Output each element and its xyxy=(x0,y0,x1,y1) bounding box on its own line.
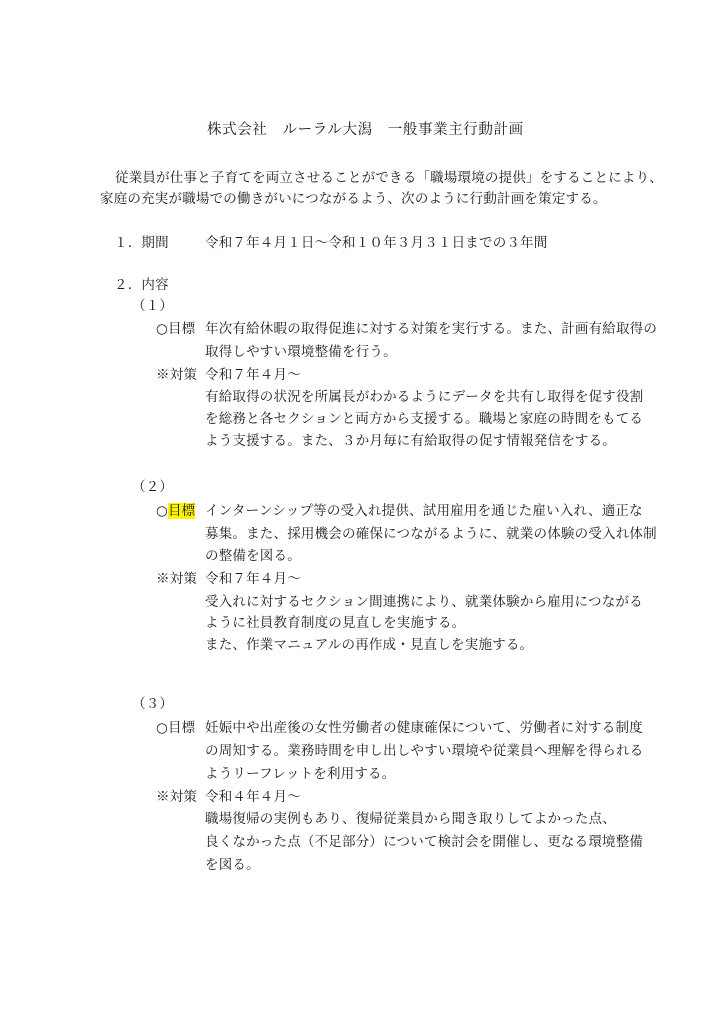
period-heading: １．期間 xyxy=(114,235,169,251)
item-3-goal-line-1: 妊娠中や出産後の女性労働者の健康確保について、労働者に対する制度 xyxy=(205,720,643,736)
item-2-measure-date: 令和７年４月～ xyxy=(205,571,301,587)
item-3-number: （３） xyxy=(132,696,174,712)
item-2-goal-circle: ○ xyxy=(156,503,168,519)
item-2-goal-line-2: 募集。また、採用機会の確保につながるように、就業の体験の受入れ体制 xyxy=(205,526,657,542)
item-1-number: （１） xyxy=(132,298,174,314)
item-3-measure-line-1: 職場復帰の実例もあり、復帰従業員から聞き取りしてよかった点、 xyxy=(205,811,616,827)
period-value: 令和７年４月１日～令和１０年３月３１日までの３年間 xyxy=(205,235,548,251)
item-3-measure-label: ※対策 xyxy=(156,789,198,805)
item-3-goal-label: ○目標 xyxy=(156,720,196,736)
item-1-measure-label: ※対策 xyxy=(156,367,198,383)
item-2-goal-label xyxy=(156,502,195,520)
item-1-goal-label: ○目標 xyxy=(156,321,196,337)
item-1-measure-line-1: 有給取得の状況を所属長がわかるようにデータを共有し取得を促す役割 xyxy=(205,389,644,405)
item-1-goal-line-1: 年次有給休暇の取得促進に対する対策を実行する。また、計画有給取得の xyxy=(205,321,658,337)
document-title: 株式会社 ルーラル大潟 一般事業主行動計画 xyxy=(207,122,524,138)
item-3-measure-date: 令和４年４月～ xyxy=(205,789,301,805)
item-3-measure-line-3: を図る。 xyxy=(205,857,260,873)
content-heading: ２．内容 xyxy=(114,277,169,293)
item-3-goal-line-2: の周知する。業務時間を申し出しやすい環境や従業員へ理解を得られる xyxy=(205,743,644,759)
item-2-measure-line-3: また、作業マニュアルの再作成・見直しを実施する。 xyxy=(205,637,534,653)
item-3-measure-line-2: 良くなかった点（不足部分）について検討会を開催し、更なる環境整備 xyxy=(205,834,644,850)
intro-line-1: 従業員が仕事と子育てを両立させることができる「職場環境の提供」をすることにより、 xyxy=(115,170,663,186)
item-3-goal-line-3: ようリーフレットを利用する。 xyxy=(205,766,396,782)
item-1-measure-date: 令和７年４月～ xyxy=(205,367,301,383)
item-1-measure-line-3: よう支援する。また、３か月毎に有給取得の促す情報発信をする。 xyxy=(205,433,616,449)
intro-line-2: 家庭の充実が職場での働きがいにつながるよう、次のように行動計画を策定する。 xyxy=(100,191,607,207)
item-1-goal-line-2: 取得しやすい環境整備を行う。 xyxy=(205,344,397,360)
item-2-measure-label: ※対策 xyxy=(156,571,198,587)
highlighted-goal-word: 目標 xyxy=(167,503,196,519)
item-2-goal-line-1: インターンシップ等の受入れ提供、試用雇用を通じた雇い入れ、適正な xyxy=(205,503,643,519)
item-2-measure-line-2: ように社員教育制度の見直しを実施する。 xyxy=(205,615,466,631)
item-1-measure-line-2: を総務と各セクションと両方から支援する。職場と家庭の時間をもてる xyxy=(205,411,644,427)
item-2-measure-line-1: 受入れに対するセクション間連携により、就業体験から雇用につながる xyxy=(205,594,643,610)
item-2-number: （２） xyxy=(132,479,174,495)
item-2-goal-line-3: の整備を図る。 xyxy=(205,548,301,564)
